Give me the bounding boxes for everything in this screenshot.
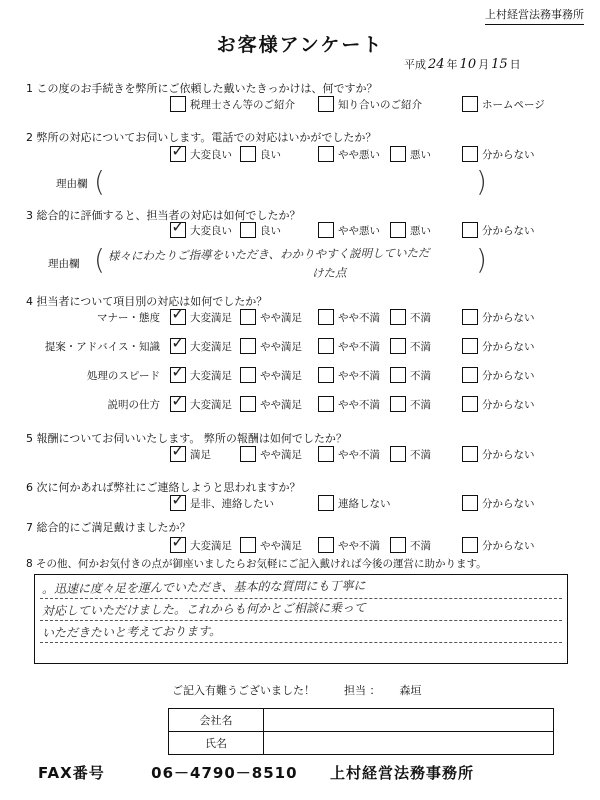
- q1-checkbox-tax-referral[interactable]: [170, 96, 186, 112]
- reason-close-bracket: ): [476, 243, 487, 276]
- q4-manner-checkbox-somewhat-satisfied[interactable]: [240, 309, 256, 325]
- q2-option-label: 良い: [260, 149, 281, 161]
- check-mark-icon: ✓: [171, 532, 185, 551]
- q2-checkbox-bad[interactable]: [390, 146, 406, 162]
- q4-option-label: やや満足: [260, 312, 302, 324]
- question-7: 7 総合的にご満足戴けましたか？: [26, 521, 191, 534]
- q7-checkbox-somewhat-dissatisfied[interactable]: [318, 537, 334, 553]
- date-field: [404, 56, 521, 72]
- q4-option-label: 分からない: [482, 399, 535, 411]
- date-day[interactable]: 15: [491, 57, 508, 72]
- question-2: 2 弊所の対応についてお伺いします。電話での対応はいかがでしたか？: [26, 131, 377, 144]
- name-field[interactable]: [264, 732, 554, 755]
- q4-option-label: 不満: [410, 399, 431, 411]
- check-mark-icon: ✓: [171, 217, 185, 236]
- contact-table: [168, 708, 554, 755]
- name-label: 氏名: [169, 732, 264, 755]
- q7-option-label: やや不満: [338, 540, 380, 552]
- question-8: 8 その他、何かお気付きの点が御座いましたらお気軽にご記入戴ければ今後の運営に助かります。: [26, 558, 487, 570]
- q5-checkbox-unknown[interactable]: [462, 446, 478, 462]
- comment-line-2[interactable]: 対応していただけました。これからも何かとご相談に乗って: [41, 600, 367, 618]
- date-month-unit: 月: [478, 58, 490, 71]
- q4-option-label: 大変満足: [190, 370, 232, 382]
- q4-option-label: やや満足: [260, 370, 302, 382]
- q3-checkbox-somewhat-bad[interactable]: [318, 222, 334, 238]
- q2-option-label: 大変良い: [190, 149, 232, 161]
- q4-option-label: やや満足: [260, 341, 302, 353]
- q1-option-label: ホームページ: [482, 99, 545, 111]
- q3-checkbox-bad[interactable]: [390, 222, 406, 238]
- comment-line-divider: [40, 620, 562, 621]
- fax-number: 06－4790－8510: [151, 764, 298, 782]
- q7-checkbox-unknown[interactable]: [462, 537, 478, 553]
- q5-checkbox-dissatisfied[interactable]: [390, 446, 406, 462]
- q4-row-label-proposal: 提案・アドバイス・知識: [44, 341, 160, 353]
- q3-reason-line-1[interactable]: 様々にわたりご指導をいただき、わかりやすく説明していただ: [107, 245, 430, 263]
- q2-option-label: 悪い: [410, 149, 431, 161]
- q4-speed-checkbox-unknown[interactable]: [462, 367, 478, 383]
- q6-option-label: 分からない: [482, 498, 535, 510]
- q5-checkbox-somewhat-dissatisfied[interactable]: [318, 446, 334, 462]
- q2-checkbox-unknown[interactable]: [462, 146, 478, 162]
- staff-name: 森垣: [399, 684, 422, 697]
- q4-explanation-checkbox-unknown[interactable]: [462, 396, 478, 412]
- q5-option-label: 満足: [190, 449, 211, 461]
- q5-option-label: やや満足: [260, 449, 302, 461]
- q3-reason-label: 理由欄: [48, 258, 80, 270]
- q5-checkbox-somewhat-satisfied[interactable]: [240, 446, 256, 462]
- q1-checkbox-acquaintance[interactable]: [318, 96, 334, 112]
- question-5: 5 報酬についてお伺いいたします。 弊所の報酬は如何でしたか？: [26, 432, 347, 445]
- q5-option-label: 不満: [410, 449, 431, 461]
- comment-line-1[interactable]: 。迅速に度々足を運んでいただき、基本的な質問にも丁寧に: [41, 578, 366, 596]
- reason-close-bracket: ): [476, 165, 487, 198]
- q4-row-label-manner: マナー・態度: [97, 312, 160, 324]
- check-mark-icon: ✓: [171, 304, 185, 323]
- date-year[interactable]: 24: [428, 57, 445, 72]
- q4-row-label-explanation: 説明の仕方: [107, 399, 160, 411]
- comment-line-divider: [40, 642, 562, 643]
- table-row: [169, 732, 554, 755]
- q4-row-label-speed: 処理のスピード: [86, 370, 160, 382]
- q2-checkbox-somewhat-bad[interactable]: [318, 146, 334, 162]
- q7-option-label: 大変満足: [190, 540, 232, 552]
- staff-label: 担当 ：: [344, 684, 381, 697]
- q7-option-label: 不満: [410, 540, 431, 552]
- q3-checkbox-unknown[interactable]: [462, 222, 478, 238]
- q4-option-label: やや不満: [338, 312, 380, 324]
- q4-proposal-checkbox-somewhat-satisfied[interactable]: [240, 338, 256, 354]
- q4-option-label: 不満: [410, 312, 431, 324]
- q3-option-label: 分からない: [482, 225, 535, 237]
- q4-option-label: 大変満足: [190, 312, 232, 324]
- question-1: 1 この度のお手続きを弊所にご依頼した戴いたきっかけは、何ですか？: [26, 82, 378, 95]
- date-year-unit: 年: [446, 58, 458, 71]
- q2-option-label: 分からない: [482, 149, 535, 161]
- check-mark-icon: ✓: [171, 391, 185, 410]
- company-label: 会社名: [169, 709, 264, 732]
- q4-option-label: 大変満足: [190, 341, 232, 353]
- check-mark-icon: ✓: [171, 141, 185, 160]
- q2-option-label: やや悪い: [338, 149, 380, 161]
- q4-option-label: 分からない: [482, 341, 535, 353]
- firm-name-header: 上村経営法務事務所: [485, 6, 584, 25]
- q4-speed-checkbox-dissatisfied[interactable]: [390, 367, 406, 383]
- q3-option-label: 悪い: [410, 225, 431, 237]
- thanks-line: [172, 682, 422, 698]
- q7-checkbox-dissatisfied[interactable]: [390, 537, 406, 553]
- reason-open-bracket: (: [94, 243, 105, 276]
- q7-checkbox-somewhat-satisfied[interactable]: [240, 537, 256, 553]
- q4-option-label: 分からない: [482, 312, 535, 324]
- q4-proposal-checkbox-dissatisfied[interactable]: [390, 338, 406, 354]
- reason-open-bracket: (: [94, 165, 105, 198]
- q4-explanation-checkbox-somewhat-satisfied[interactable]: [240, 396, 256, 412]
- q4-explanation-checkbox-somewhat-dissatisfied[interactable]: [318, 396, 334, 412]
- q4-option-label: やや不満: [338, 341, 380, 353]
- fax-line: [38, 762, 474, 783]
- question-3: 3 総合的に評価すると、担当者の対応は如何でしたか？: [26, 209, 301, 222]
- q4-speed-checkbox-somewhat-satisfied[interactable]: [240, 367, 256, 383]
- q6-checkbox-unknown[interactable]: [462, 495, 478, 511]
- q2-reason-label: 理由欄: [56, 178, 88, 190]
- q4-option-label: 分からない: [482, 370, 535, 382]
- thanks-message: ご記入有難うございました！: [172, 684, 315, 697]
- q4-manner-checkbox-somewhat-dissatisfied[interactable]: [318, 309, 334, 325]
- date-month[interactable]: 10: [459, 57, 477, 72]
- q3-option-label: やや悪い: [338, 225, 380, 237]
- date-day-unit: 日: [509, 58, 521, 71]
- q6-option-label: 是非、連絡したい: [190, 498, 274, 510]
- q4-option-label: やや不満: [338, 399, 380, 411]
- date-era: 平成: [404, 58, 426, 71]
- check-mark-icon: ✓: [171, 490, 185, 509]
- q4-option-label: やや不満: [338, 370, 380, 382]
- q3-checkbox-good[interactable]: [240, 222, 256, 238]
- check-mark-icon: ✓: [171, 333, 185, 352]
- q4-manner-checkbox-dissatisfied[interactable]: [390, 309, 406, 325]
- q4-option-label: 大変満足: [190, 399, 232, 411]
- q4-option-label: 不満: [410, 341, 431, 353]
- q4-proposal-checkbox-unknown[interactable]: [462, 338, 478, 354]
- q6-checkbox-no-contact[interactable]: [318, 495, 334, 511]
- q7-option-label: 分からない: [482, 540, 535, 552]
- q3-option-label: 良い: [260, 225, 281, 237]
- q3-reason-line-2[interactable]: けた点: [311, 265, 347, 280]
- q1-checkbox-homepage[interactable]: [462, 96, 478, 112]
- q4-proposal-checkbox-somewhat-dissatisfied[interactable]: [318, 338, 334, 354]
- q4-explanation-checkbox-dissatisfied[interactable]: [390, 396, 406, 412]
- q5-option-label: 分からない: [482, 449, 535, 461]
- q2-reason-field[interactable]: [110, 166, 470, 198]
- q7-option-label: やや満足: [260, 540, 302, 552]
- question-4: 4 担当者について項目別の対応は如何でしたか？: [26, 295, 268, 308]
- q2-checkbox-good[interactable]: [240, 146, 256, 162]
- q5-option-label: やや不満: [338, 449, 380, 461]
- check-mark-icon: ✓: [171, 441, 185, 460]
- q4-option-label: 不満: [410, 370, 431, 382]
- q4-speed-checkbox-somewhat-dissatisfied[interactable]: [318, 367, 334, 383]
- fax-label: FAX番号: [38, 764, 105, 782]
- q3-option-label: 大変良い: [190, 225, 232, 237]
- q4-option-label: やや満足: [260, 399, 302, 411]
- company-field[interactable]: [264, 709, 554, 732]
- check-mark-icon: ✓: [171, 362, 185, 381]
- footer-firm-name: 上村経営法務事務所: [330, 764, 475, 782]
- q1-option-label: 税理士さん等のご紹介: [190, 99, 295, 111]
- table-row: [169, 709, 554, 732]
- comment-line-3[interactable]: いただきたいと考えております。: [41, 624, 222, 640]
- q1-option-label: 知り合いのご紹介: [338, 99, 422, 111]
- q4-manner-checkbox-unknown[interactable]: [462, 309, 478, 325]
- page-title: お客様アンケート: [216, 34, 384, 56]
- question-6: 6 次に何かあれば弊社にご連絡しようと思われますか？: [26, 481, 301, 494]
- q6-option-label: 連絡しない: [338, 498, 391, 510]
